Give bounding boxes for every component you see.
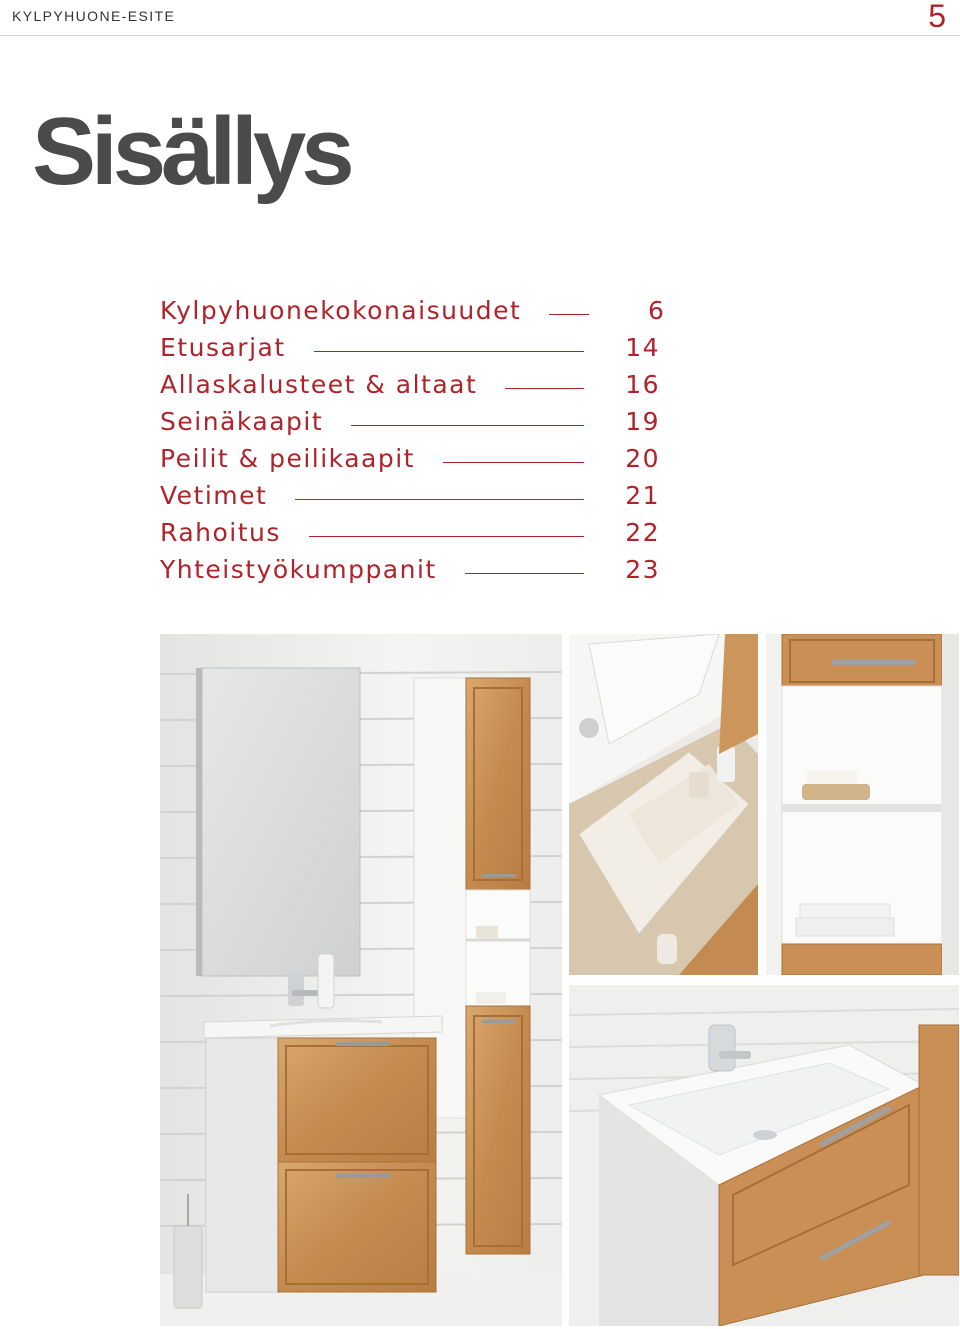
toc-entry-label: Etusarjat [160, 333, 286, 362]
toc-entry[interactable] [160, 481, 660, 518]
header-label: KYLPYHUONE-ESITE [12, 8, 176, 24]
toc-leader-line [314, 351, 584, 352]
toc-entry[interactable] [160, 333, 660, 370]
toc-entry[interactable] [160, 555, 660, 592]
toc-leader-line [549, 314, 589, 315]
table-of-contents [160, 296, 666, 592]
toc-entry-page: 22 [625, 518, 660, 547]
toc-entry[interactable] [160, 444, 660, 481]
toc-leader-line [443, 462, 584, 463]
mirror-shape [196, 668, 360, 976]
open-drawer-photo [569, 634, 758, 975]
toc-entry-label: Yhteistyökumppanit [160, 555, 437, 584]
toc-entry-page: 23 [625, 555, 660, 584]
washbasin-closeup-photo [569, 985, 959, 1326]
toc-entry-page: 21 [625, 481, 660, 510]
page-title: Sisällys [32, 98, 350, 205]
toc-entry-page: 16 [625, 370, 660, 399]
page-number: 5 [928, 0, 946, 34]
toc-entry-page: 6 [647, 296, 666, 325]
toc-entry-page: 19 [625, 407, 660, 436]
toc-entry-label: Allaskalusteet & altaat [160, 370, 478, 399]
toc-leader-line [505, 388, 584, 389]
toc-leader-line [295, 499, 584, 500]
toc-entry[interactable] [160, 296, 666, 333]
toc-entry[interactable] [160, 407, 660, 444]
toc-leader-line [309, 536, 584, 537]
open-shelf-photo [766, 634, 959, 975]
toc-entry-page: 14 [625, 333, 660, 362]
bathroom-furniture-set-photo [160, 634, 562, 1326]
header-divider [0, 35, 960, 36]
toc-leader-line [465, 573, 584, 574]
toc-entry[interactable] [160, 518, 660, 555]
toc-entry-label: Vetimet [160, 481, 268, 510]
toc-entry-label: Rahoitus [160, 518, 281, 547]
toc-leader-line [351, 425, 584, 426]
toc-entry[interactable] [160, 370, 660, 407]
toc-entry-label: Peilit & peilikaapit [160, 444, 415, 473]
toc-entry-label: Seinäkaapit [160, 407, 324, 436]
toc-entry-page: 20 [625, 444, 660, 473]
toc-entry-label: Kylpyhuonekokonaisuudet [160, 296, 522, 325]
